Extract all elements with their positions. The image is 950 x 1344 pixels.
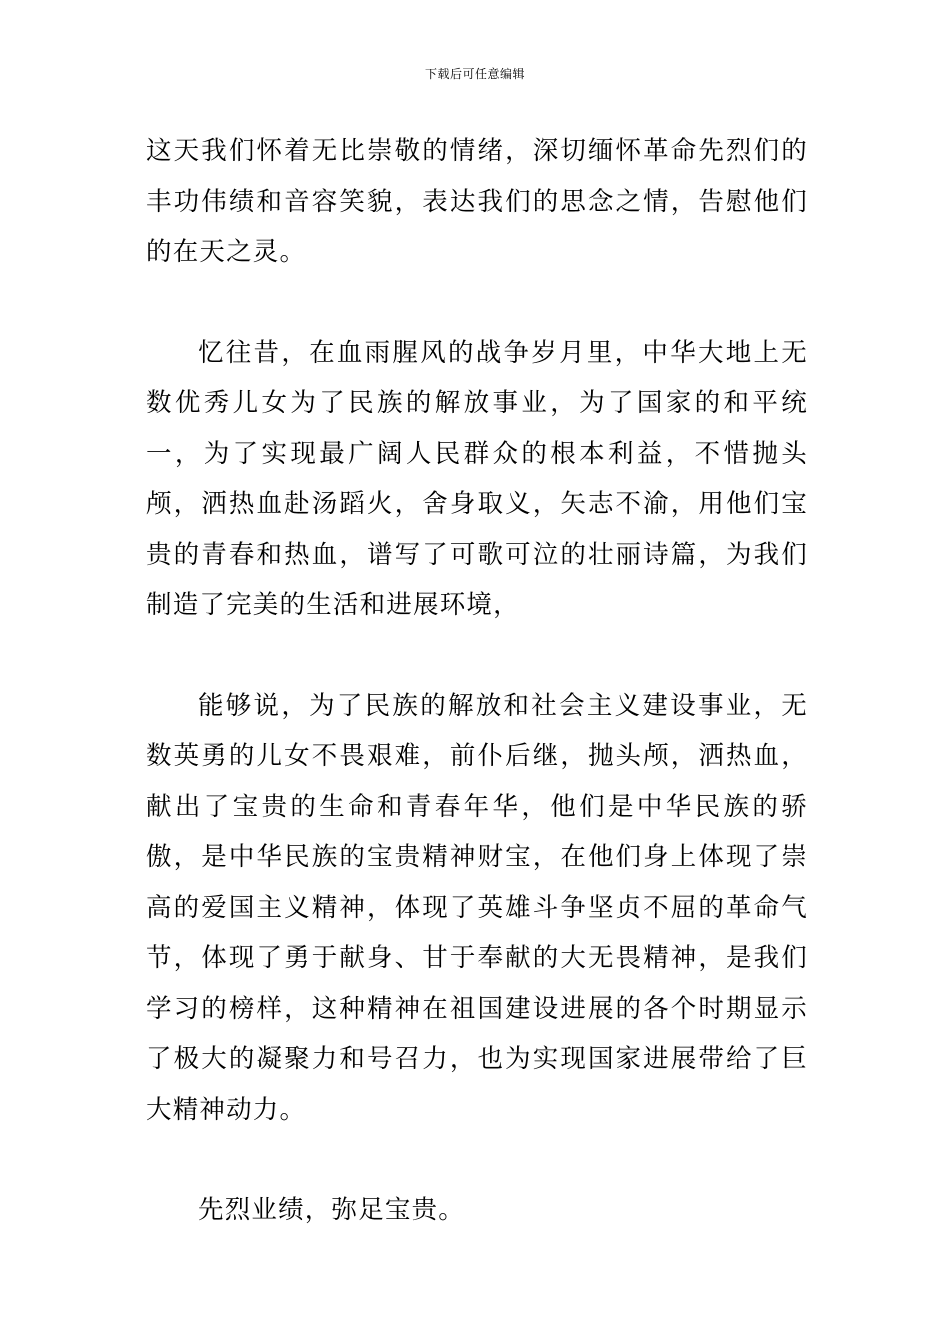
document-body — [146, 126, 808, 1236]
header-note: 下载后可任意编辑 — [424, 67, 525, 81]
paragraph-3: 能够说，为了民族的解放和社会主义建设事业，无数英勇的儿女不畏艰难，前仆后继，抛头颅，洒热血，献出了宝贵的生命和青春年华，他们是中华民族的骄傲，是中华民族的宝贵精神财宝，在他们身上体现了崇高的爱国主义精神，体现了英雄斗争坚贞不屈的革命气节，体现了勇于献身、甘于奉献的大无畏精神，是我们学习的榜样，这种精神在祖国建设进展的各个时期显示了极大的凝聚力和号召力，也为实现国家进展带给了巨大精神动力。 — [146, 690, 808, 1125]
paragraph-2: 忆往昔，在血雨腥风的战争岁月里，中华大地上无数优秀儿女为了民族的解放事业，为了国家的和平统一，为了实现最广阔人民群众的根本利益，不惜抛头颅，洒热血赴汤蹈火，舍身取义，矢志不渝，用他们宝贵的青春和热血，谱写了可歌可泣的壮丽诗篇，为我们制造了完美的生活和进展环境， — [146, 337, 808, 620]
paragraph-1: 这天我们怀着无比崇敬的情绪，深切缅怀革命先烈们的丰功伟绩和音容笑貌，表达我们的思念之情，告慰他们的在天之灵。 — [146, 136, 808, 267]
paragraph-4: 先烈业绩，弥足宝贵。 — [198, 1195, 466, 1225]
